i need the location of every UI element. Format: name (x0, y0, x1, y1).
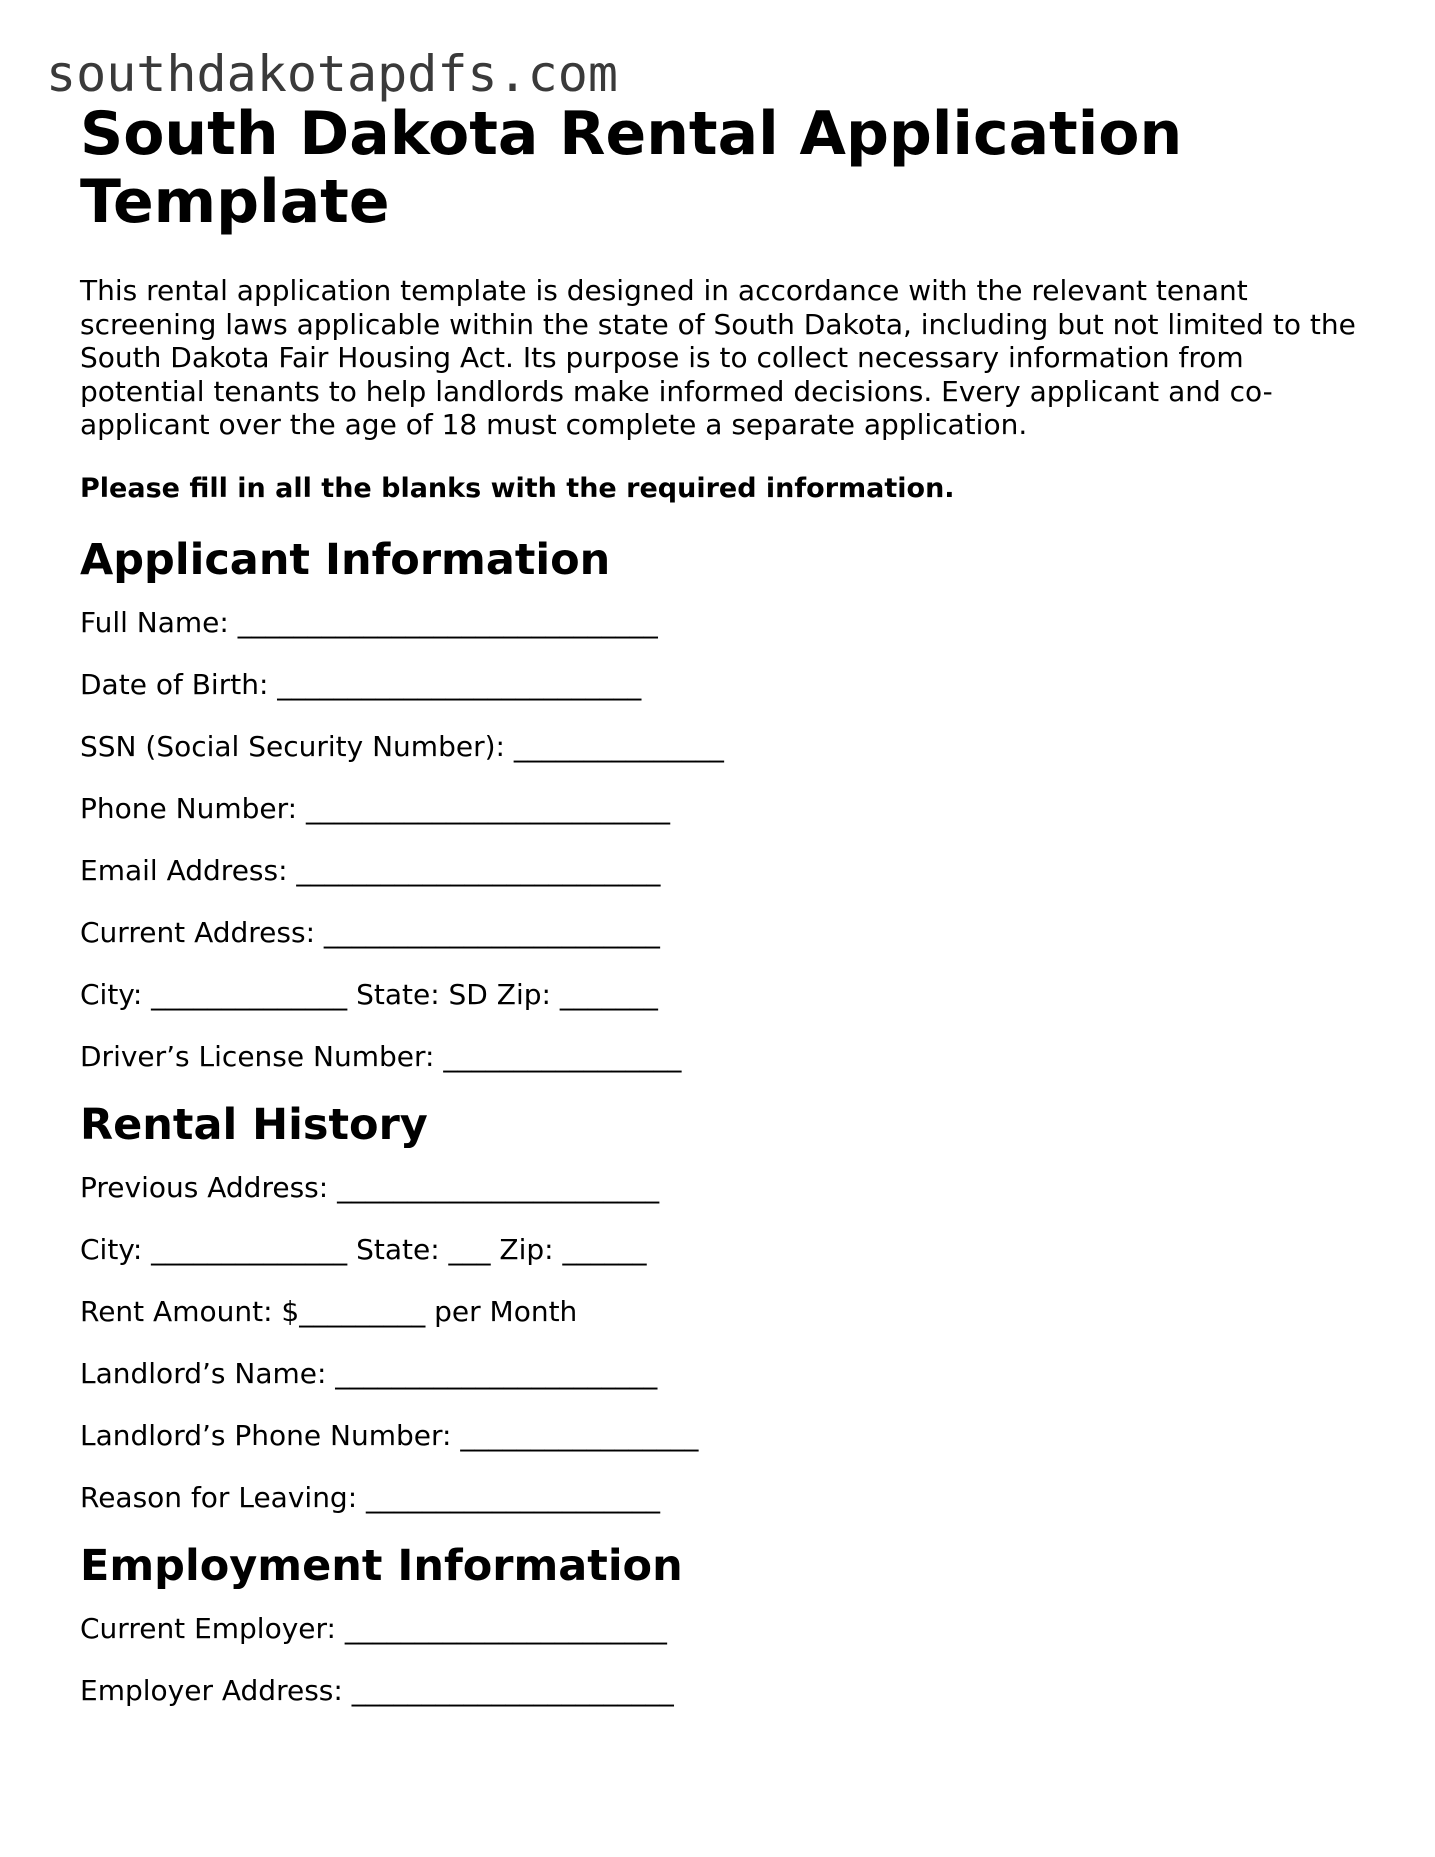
reason-for-leaving-field: Reason for Leaving: _____________________ (80, 1480, 661, 1514)
date-of-birth-field: Date of Birth: __________________________ (80, 667, 642, 701)
previous-city-state-zip-field: City: ______________ State: ___ Zip: ______ (80, 1232, 647, 1266)
applicant-fields (80, 606, 1370, 1074)
instruction-text: Please fill in all the blanks with the required information. (80, 472, 955, 504)
section-heading-employment: Employment Information (80, 1540, 683, 1591)
current-address-field: Current Address: ________________________ (80, 915, 660, 949)
drivers-license-field: Driver’s License Number: _________________ (80, 1039, 682, 1073)
previous-address-field: Previous Address: _______________________ (80, 1170, 660, 1204)
document (80, 100, 1370, 1708)
employer-address-field: Employer Address: _______________________ (80, 1673, 674, 1707)
section-heading-applicant: Applicant Information (80, 534, 611, 585)
page-title: South Dakota Rental Application Template (80, 99, 1183, 237)
section-heading-rental-history: Rental History (80, 1099, 428, 1150)
phone-number-field: Phone Number: __________________________ (80, 791, 670, 825)
ssn-field: SSN (Social Security Number): _______________ (80, 729, 724, 763)
employment-fields (80, 1612, 1370, 1708)
full-name-field: Full Name: ______________________________ (80, 605, 658, 639)
landlord-phone-field: Landlord’s Phone Number: _________________ (80, 1418, 699, 1452)
rental-history-fields (80, 1171, 1370, 1515)
intro-paragraph: This rental application template is designed in accordance with the relevant tenant screening laws applicable within the state of South Dakota, including but not limited to the South Dakota Fair Housing Act. Its purpose is to collect necessary information from potential tenants to help landlords make informed decisions. Every applicant and co-applicant over the age of 18 must complete a separate application. (80, 274, 1356, 441)
watermark: southdakotapdfs.com (46, 45, 618, 103)
current-employer-field: Current Employer: _______________________ (80, 1611, 667, 1645)
email-address-field: Email Address: __________________________ (80, 853, 661, 887)
rent-amount-field: Rent Amount: $_________ per Month (80, 1294, 578, 1328)
landlord-name-field: Landlord’s Name: _______________________ (80, 1356, 658, 1390)
city-state-zip-field: City: ______________ State: SD Zip: _______ (80, 977, 658, 1011)
